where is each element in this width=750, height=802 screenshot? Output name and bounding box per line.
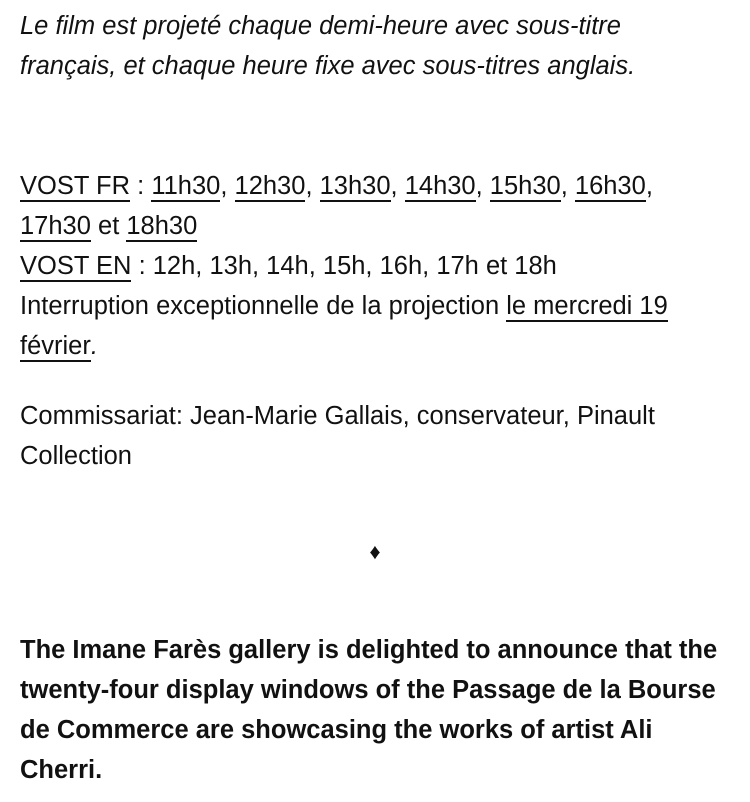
time-link-12h30[interactable]: 12h30 <box>234 172 306 200</box>
vost-fr-line: VOST FR : 11h30, 12h30, 13h30, 14h30, 15h30, 16h30, 17h30 et 18h30 <box>20 172 653 240</box>
interruption-line <box>20 286 720 366</box>
interruption-date-link[interactable]: le mercredi 19 février <box>20 292 668 360</box>
vost-en-link[interactable]: VOST EN <box>20 252 132 280</box>
time-link-14h30[interactable]: 14h30 <box>404 172 476 200</box>
vost-fr-link[interactable]: VOST FR <box>20 172 131 200</box>
time-link-13h30[interactable]: 13h30 <box>319 172 391 200</box>
interruption-text: Interruption exceptionnelle de la projection <box>20 292 507 320</box>
time-link-17h30[interactable]: 17h30 <box>20 212 91 240</box>
time-link-18h30[interactable]: 18h30 <box>126 212 198 240</box>
vost-en-line <box>20 246 720 286</box>
vost-en-times: : 12h, 13h, 14h, 15h, 16h, 17h et 18h <box>131 252 557 280</box>
screening-schedule <box>20 166 720 366</box>
curator-credits: Commissariat: Jean-Marie Gallais, conservateur, Pinault Collection <box>20 402 655 470</box>
time-link-11h30[interactable]: 11h30 <box>151 172 221 200</box>
diamond-separator-icon: ♦ <box>369 539 381 564</box>
screening-intro-paragraph: Le film est projeté chaque demi-heure avec sous-titre français, et chaque heure fixe avec sous-titres anglais. <box>20 12 636 80</box>
vost-fr-and: et <box>90 212 127 240</box>
time-link-16h30[interactable]: 16h30 <box>574 172 646 200</box>
vost-fr-separator: : <box>130 172 152 200</box>
announcement-paragraph: The Imane Farès gallery is delighted to announce that the twenty-four display windows of the Passage de la Bourse de Commerce are showcasing the works of artist Ali Cherri. <box>20 636 718 784</box>
interruption-period: . <box>90 332 98 360</box>
time-link-15h30[interactable]: 15h30 <box>489 172 561 200</box>
